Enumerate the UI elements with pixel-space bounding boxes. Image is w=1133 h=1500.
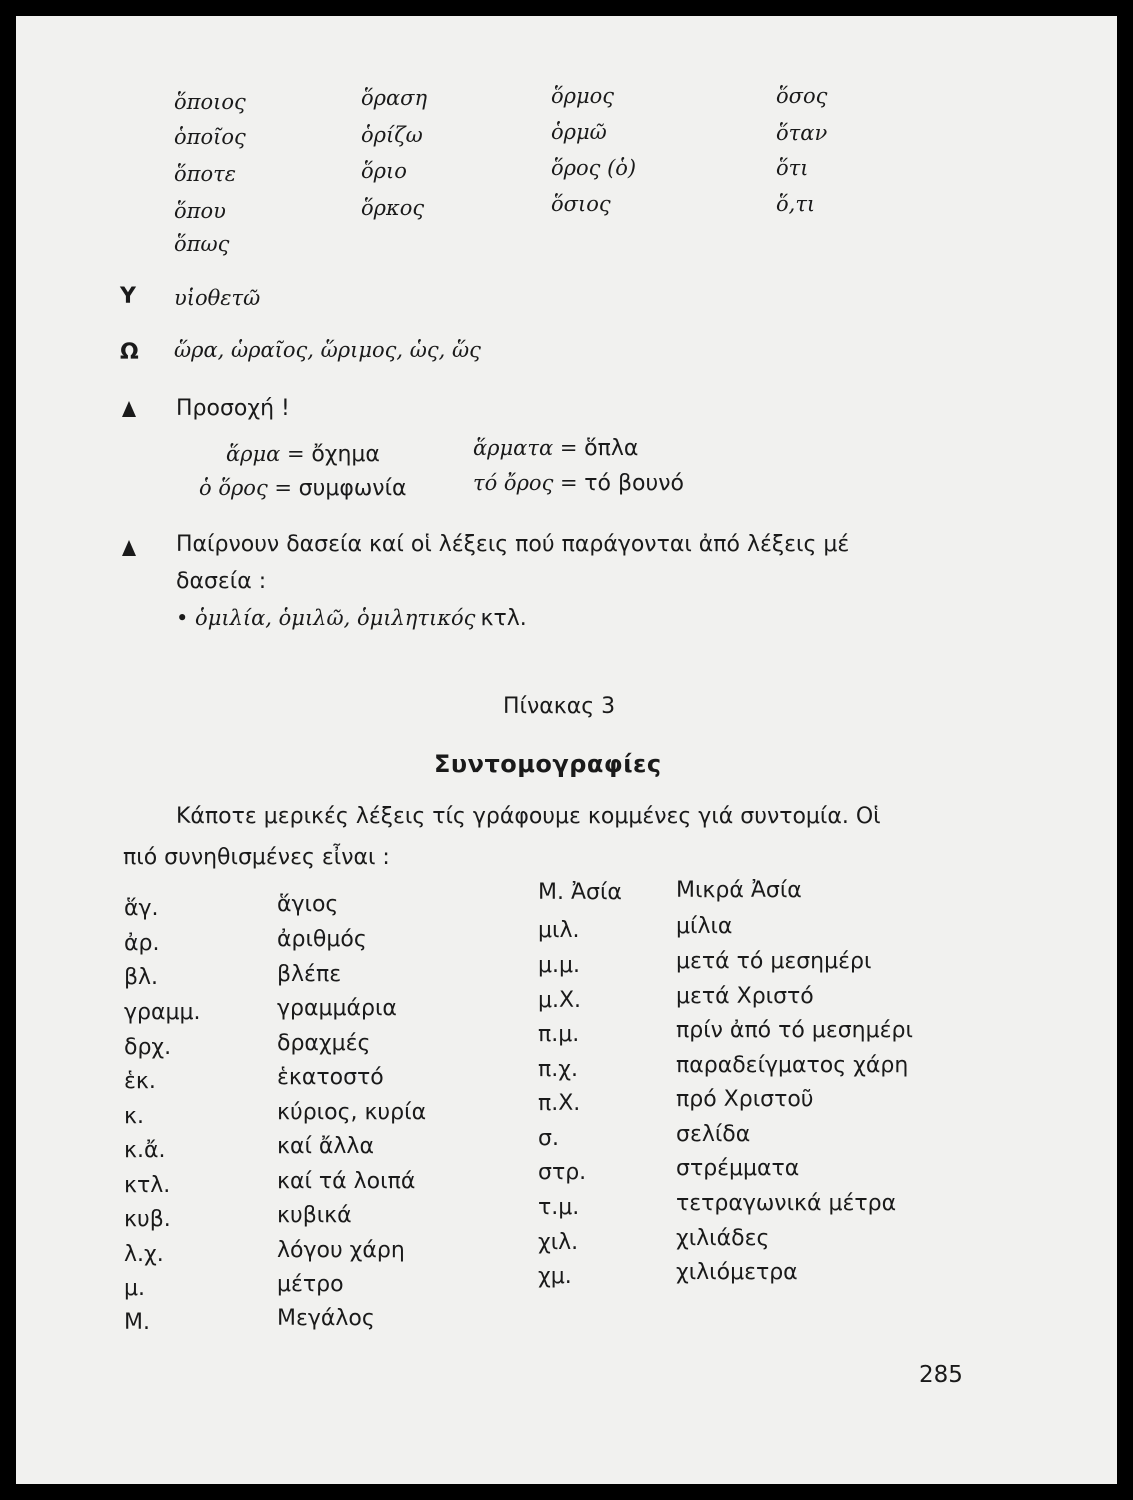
abbr-left-1-full: ἀριθμός bbox=[277, 927, 367, 952]
attention-label: Προσοχή ! bbox=[176, 396, 290, 421]
word-col2-1: ὁρίζω bbox=[361, 123, 423, 147]
abbr-left-6-full: κύριος, κυρία bbox=[277, 1100, 427, 1125]
abbr-left-11: μ. bbox=[124, 1276, 145, 1301]
rule-line-1: Παίρνουν δασεία καί οἱ λέξεις πού παράγονται ἀπό λέξεις μέ bbox=[176, 532, 850, 557]
word-col1-3: ὅπου bbox=[174, 199, 226, 223]
attention-pair-2-left-plain: συμφωνία bbox=[298, 476, 407, 501]
abbr-right-3-full: μετά Χριστό bbox=[676, 984, 814, 1009]
word-col2-3: ὅρκος bbox=[361, 196, 425, 220]
attention-pair-1-right bbox=[473, 436, 638, 461]
letter-upsilon-words: υἱοθετῶ bbox=[174, 286, 261, 310]
abbr-left-4: δρχ. bbox=[124, 1035, 172, 1060]
abbr-right-4-full: πρίν ἀπό τό μεσημέρι bbox=[676, 1018, 913, 1043]
abbr-right-9-full: τετραγωνικά μέτρα bbox=[676, 1191, 897, 1216]
abbr-right-3: μ.Χ. bbox=[538, 988, 582, 1013]
abbr-left-8: κτλ. bbox=[124, 1173, 171, 1198]
word-col3-2: ὅρος (ὁ) bbox=[551, 156, 637, 180]
attention-pair-2-left-italic: ὁ ὅρος = bbox=[199, 476, 299, 500]
abbr-right-2: μ.μ. bbox=[538, 953, 580, 978]
abbr-left-12-full: Μεγάλος bbox=[277, 1306, 375, 1331]
letter-omega-words: ὥρα, ὡραῖος, ὥριμος, ὡς, ὥς bbox=[174, 338, 481, 362]
abbr-right-0: Μ. Ἀσία bbox=[538, 880, 622, 905]
attention-pair-1-left-plain: ὄχημα bbox=[311, 442, 380, 467]
word-col4-3: ὅ,τι bbox=[776, 192, 816, 216]
abbr-left-0: ἅγ. bbox=[124, 896, 159, 921]
word-col3-1: ὁρμῶ bbox=[551, 120, 607, 144]
word-col1-4: ὅπως bbox=[174, 232, 230, 256]
abbr-left-4-full: δραχμές bbox=[277, 1031, 371, 1056]
abbr-right-8-full: στρέμματα bbox=[676, 1156, 800, 1181]
abbr-left-10-full: λόγου χάρη bbox=[277, 1238, 405, 1263]
abbr-right-0-full: Μικρά Ἀσία bbox=[676, 878, 802, 903]
attention-pair-1-right-plain: ὅπλα bbox=[584, 436, 639, 461]
rule-example-words: • ὁμιλία, ὁμιλῶ, ὁμιλητικός bbox=[176, 606, 476, 630]
abbr-left-9: κυβ. bbox=[124, 1207, 171, 1232]
word-col1-1: ὁποῖος bbox=[174, 125, 246, 149]
abbr-left-0-full: ἅγιος bbox=[277, 892, 339, 917]
abbr-left-7-full: καί ἄλλα bbox=[277, 1134, 374, 1159]
abbr-right-6-full: πρό Χριστοῦ bbox=[676, 1087, 814, 1112]
abbr-right-4: π.μ. bbox=[538, 1022, 580, 1047]
word-col3-0: ὅρμος bbox=[551, 84, 615, 108]
abbr-left-1: ἀρ. bbox=[124, 931, 160, 956]
abbr-left-2-full: βλέπε bbox=[277, 962, 342, 987]
abbr-right-7-full: σελίδα bbox=[676, 1122, 751, 1147]
abbr-right-8: στρ. bbox=[538, 1160, 587, 1185]
word-col2-0: ὅραση bbox=[361, 86, 428, 110]
abbr-left-3-full: γραμμάρια bbox=[277, 996, 397, 1021]
abbr-left-3: γραμμ. bbox=[124, 1000, 201, 1025]
table-intro-line-1: Κάποτε μερικές λέξεις τίς γράφουμε κομμένες γιά συντομία. Οἱ bbox=[176, 804, 881, 829]
abbr-left-10: λ.χ. bbox=[124, 1242, 164, 1267]
page-number: 285 bbox=[919, 1362, 963, 1388]
warning-triangle-icon bbox=[122, 401, 136, 417]
abbr-right-10: χιλ. bbox=[538, 1230, 579, 1255]
abbr-right-1-full: μίλια bbox=[676, 914, 733, 939]
abbr-right-6: π.Χ. bbox=[538, 1091, 581, 1116]
attention-pair-1-left bbox=[226, 442, 380, 467]
document-page bbox=[16, 16, 1117, 1484]
attention-pair-1-right-italic: ἅρματα = bbox=[473, 436, 585, 460]
warning-triangle-icon bbox=[122, 540, 136, 556]
abbr-right-5-full: παραδείγματος χάρη bbox=[676, 1053, 909, 1078]
word-col4-0: ὅσος bbox=[776, 84, 828, 108]
word-col4-2: ὅτι bbox=[776, 156, 809, 180]
attention-pair-1-left-italic: ἅρμα = bbox=[226, 442, 312, 466]
abbr-left-7: κ.ἄ. bbox=[124, 1138, 166, 1163]
abbr-left-2: βλ. bbox=[124, 965, 159, 990]
letter-upsilon: Υ bbox=[120, 284, 136, 309]
word-col3-3: ὅσιος bbox=[551, 192, 611, 216]
word-col4-1: ὅταν bbox=[776, 121, 828, 145]
table-label: Πίνακας 3 bbox=[503, 694, 616, 719]
word-col1-0: ὅποιος bbox=[174, 90, 246, 114]
abbr-left-9-full: κυβικά bbox=[277, 1203, 352, 1228]
abbr-right-11: χμ. bbox=[538, 1264, 572, 1289]
abbr-left-5-full: ἑκατοστό bbox=[277, 1065, 384, 1090]
abbr-left-5: ἑκ. bbox=[124, 1069, 156, 1094]
table-intro-line-2: πιό συνηθισμένες εἶναι : bbox=[123, 845, 390, 870]
rule-example-tail: κτλ. bbox=[480, 606, 527, 631]
abbr-right-1: μιλ. bbox=[538, 918, 580, 943]
abbr-left-11-full: μέτρο bbox=[277, 1272, 344, 1297]
attention-pair-2-right-italic: τό ὄρος = bbox=[473, 471, 585, 495]
attention-pair-2-right-plain: τό βουνό bbox=[584, 471, 684, 496]
abbr-right-9: τ.μ. bbox=[538, 1195, 580, 1220]
rule-line-2: δασεία : bbox=[176, 569, 267, 594]
word-col1-2: ὅποτε bbox=[174, 162, 236, 186]
abbr-right-7: σ. bbox=[538, 1126, 559, 1151]
abbr-right-5: π.χ. bbox=[538, 1057, 578, 1082]
abbr-left-12: Μ. bbox=[124, 1310, 150, 1335]
rule-example bbox=[176, 606, 527, 631]
abbr-right-10-full: χιλιάδες bbox=[676, 1226, 770, 1251]
table-title: Συντομογραφίες bbox=[434, 750, 662, 778]
attention-pair-2-left bbox=[199, 476, 407, 501]
attention-pair-2-right bbox=[473, 471, 684, 496]
abbr-left-6: κ. bbox=[124, 1104, 144, 1129]
abbr-right-11-full: χιλιόμετρα bbox=[676, 1260, 798, 1285]
letter-omega: Ω bbox=[120, 340, 139, 365]
word-col2-2: ὅριο bbox=[361, 159, 407, 183]
abbr-left-8-full: καί τά λοιπά bbox=[277, 1169, 416, 1194]
abbr-right-2-full: μετά τό μεσημέρι bbox=[676, 949, 872, 974]
